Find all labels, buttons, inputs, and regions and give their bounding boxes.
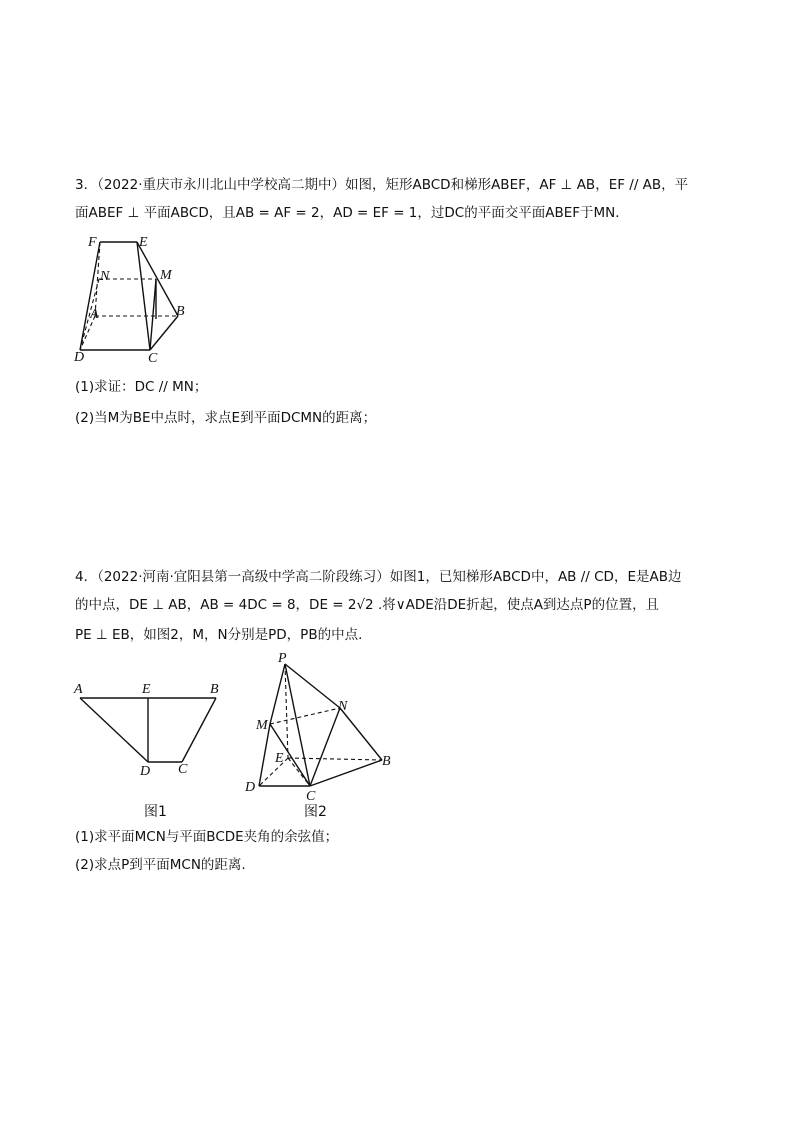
label-E: E (139, 235, 148, 250)
problem4-line3: PE ⊥ EB，如图2，M，N分别是PD，PB的中点. (75, 627, 363, 643)
fig1-label-D: D (140, 764, 151, 779)
fig1-label-E: E (142, 682, 151, 697)
problem4-figure2 (240, 650, 400, 828)
label-N: N (100, 269, 110, 284)
problem4-line2: 的中点，DE ⊥ AB，AB = 4DC = 8，DE = 2√2 .将∨ADE沿DE折起，使点A到达点P的位置，且 (75, 597, 660, 613)
fig1-label-C: C (178, 762, 188, 777)
label-D: D (74, 350, 85, 365)
label-A: A (90, 307, 99, 322)
fig2-label-D: D (245, 780, 256, 795)
fig1-label-A: A (74, 682, 83, 697)
problem4-question2: (2)求点P到平面MCN的距离. (75, 857, 246, 873)
fig2-label-B: B (382, 754, 391, 769)
label-B: B (176, 304, 185, 319)
problem4-question1: (1)求平面MCN与平面BCDE夹角的余弦值； (75, 829, 339, 845)
fig2-label-M: M (256, 718, 268, 733)
fig1-label-B: B (210, 682, 219, 697)
problem3-line1: 3．（2022·重庆市永川北山中学校高二期中）如图，矩形ABCD和梯形ABEF，AF ⊥ AB，EF // AB，平 (75, 177, 689, 193)
fig2-label-C: C (306, 789, 316, 804)
label-F: F (88, 235, 97, 250)
problem3-figure (70, 228, 200, 368)
problem4-line1: 4．（2022·河南·宜阳县第一高级中学高二阶段练习）如图1，已知梯形ABCD中，AB // CD，E是AB边 (75, 569, 682, 585)
fig2-label-E: E (275, 751, 284, 766)
problem4-figure1 (70, 678, 230, 828)
problem3-question1: (1)求证：DC // MN； (75, 379, 208, 395)
problem3-line2: 面ABEF ⊥ 平面ABCD，且AB = AF = 2，AD = EF = 1，过DC的平面交平面ABEF于MN． (75, 205, 629, 221)
label-M: M (160, 268, 172, 283)
label-C: C (148, 351, 158, 366)
fig1-caption: 图1 (144, 804, 167, 820)
problem3-question2: (2)当M为BE中点时，求点E到平面DCMN的距离； (75, 410, 377, 426)
fig2-caption: 图2 (304, 804, 327, 820)
fig2-label-N: N (338, 699, 348, 714)
fig2-label-P: P (278, 651, 287, 666)
